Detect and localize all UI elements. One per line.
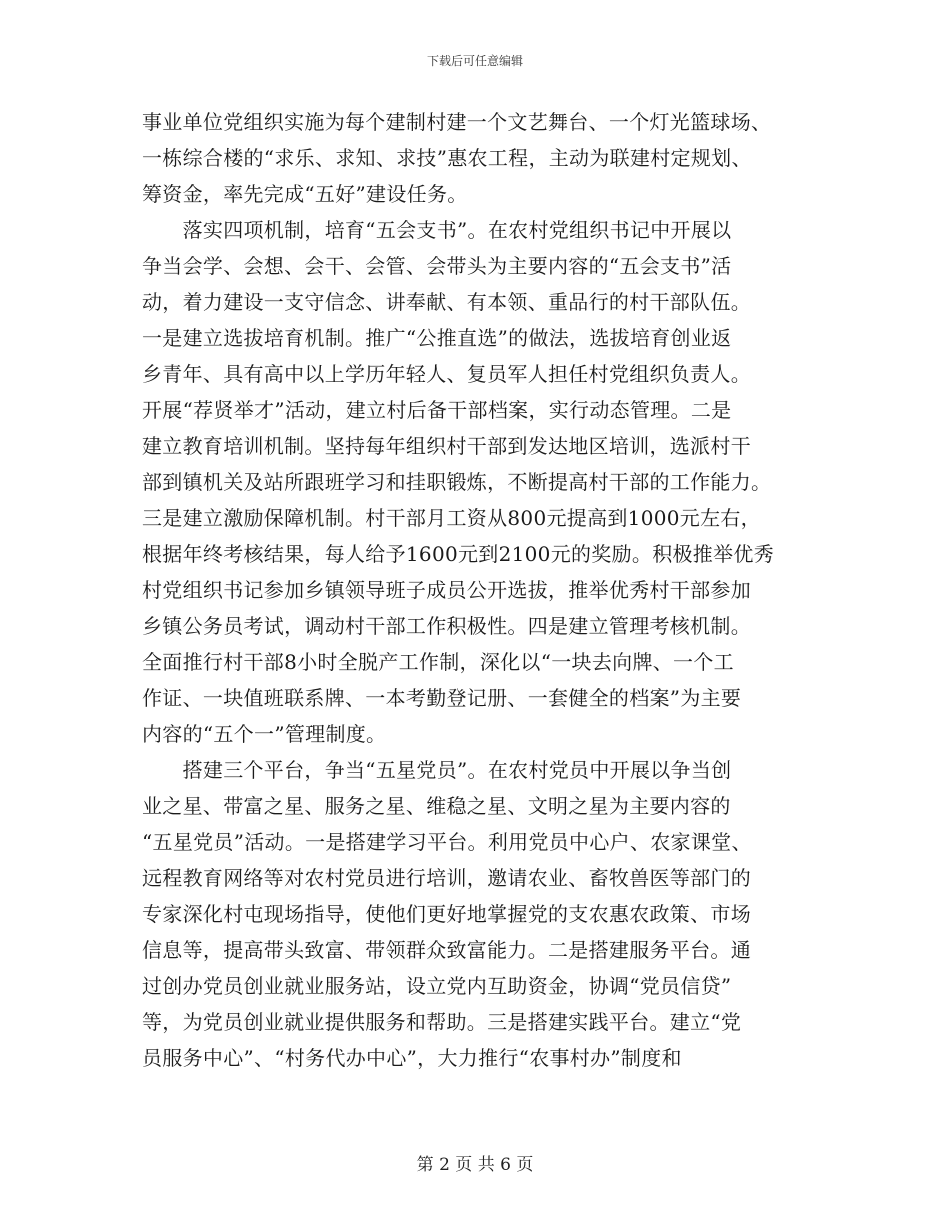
text-line: 乡镇公务员考试，调动村干部工作积极性。四是建立管理考核机制。	[142, 614, 751, 638]
text-line: 一栋综合楼的“求乐、求知、求技”惠农工程，主动为联建村定规划、	[142, 146, 752, 170]
text-line: 内容的“五个一”管理制度。	[142, 722, 387, 746]
text-line: 建立教育培训机制。坚持每年组织村干部到发达地区培训，选派村干	[142, 434, 751, 458]
page-footer: 第 2 页 共 6 页	[416, 1155, 534, 1175]
text-line: 三是建立激励保障机制。村干部月工资从800元提高到1000元左右，	[142, 506, 761, 530]
text-line: 争当会学、会想、会干、会管、会带头为主要内容的“五会支书”活	[142, 254, 732, 278]
text-line: 过创办党员创业就业服务站，设立党内互助资金，协调“党员信贷”	[142, 974, 732, 998]
text-line: 动，着力建设一支守信念、讲奉献、有本领、重品行的村干部队伍。	[142, 290, 751, 314]
text-line: 信息等，提高带头致富、带领群众致富能力。二是搭建服务平台。通	[142, 938, 751, 962]
text-line: 根据年终考核结果，每人给予1600元到2100元的奖励。积极推举优秀	[142, 542, 774, 566]
text-line: 部到镇机关及站所跟班学习和挂职锻炼，不断提高村干部的工作能力。	[142, 470, 772, 494]
text-line: 事业单位党组织实施为每个建制村建一个文艺舞台、一个灯光篮球场、	[142, 110, 772, 134]
text-line: 全面推行村干部8小时全脱产工作制，深化以“一块去向牌、一个工	[142, 650, 734, 674]
text-line: 作证、一块值班联系牌、一本考勤登记册、一套健全的档案”为主要	[142, 686, 742, 710]
text-line: 开展“荐贤举才”活动，建立村后备干部档案，实行动态管理。二是	[142, 398, 732, 422]
text-line: 业之星、带富之星、服务之星、维稳之星、文明之星为主要内容的	[142, 794, 731, 818]
text-line: 等，为党员创业就业提供服务和帮助。三是搭建实践平台。建立“党	[142, 1010, 742, 1034]
text-line: “五星党员”活动。一是搭建学习平台。利用党员中心户、农家课堂、	[142, 830, 752, 854]
text-line: 村党组织书记参加乡镇领导班子成员公开选拔，推举优秀村干部参加	[142, 578, 751, 602]
text-line: 员服务中心”、“村务代办中心”，大力推行“农事村办”制度和	[142, 1046, 682, 1070]
text-line: 一是建立选拔培育机制。推广“公推直选”的做法，选拔培育创业返	[142, 326, 732, 350]
text-line: 筹资金，率先完成“五好”建设任务。	[142, 182, 468, 206]
text-line: 乡青年、具有高中以上学历年轻人、复员军人担任村党组织负责人。	[142, 362, 751, 386]
page-header: 下载后可任意编辑	[426, 54, 523, 68]
text-line: 搭建三个平台，争当“五星党员”。在农村党员中开展以争当创	[142, 758, 732, 782]
text-line: 专家深化村屯现场指导，使他们更好地掌握党的支农惠农政策、市场	[142, 902, 751, 926]
text-line: 远程教育网络等对农村党员进行培训，邀请农业、畜牧兽医等部门的	[142, 866, 751, 890]
body-text	[142, 104, 818, 1076]
text-line: 落实四项机制，培育“五会支书”。在农村党组织书记中开展以	[142, 218, 732, 242]
